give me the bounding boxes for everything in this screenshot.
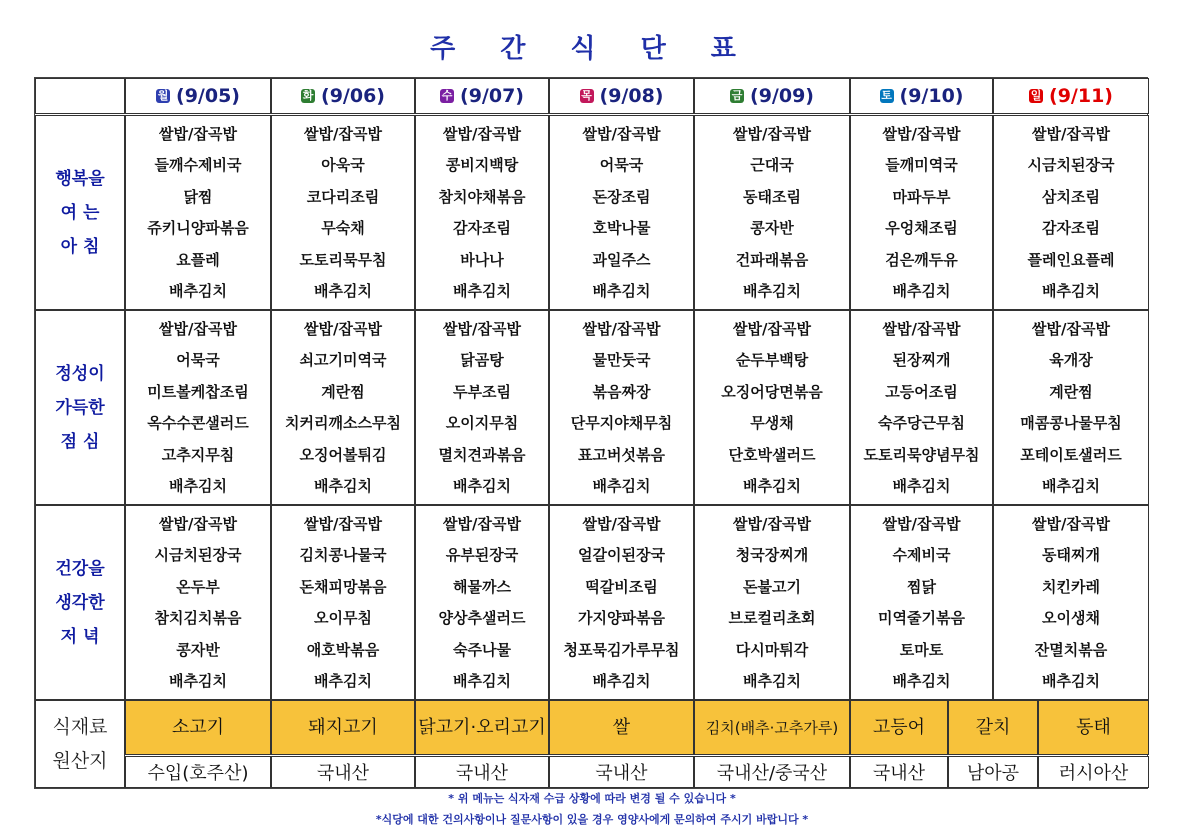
menu-item: 배추김치 xyxy=(314,672,372,691)
ingredient-cell: 김치(배추·고추가루) xyxy=(694,700,850,755)
meal-label-line: 가득한 xyxy=(55,397,105,418)
menu-item: 쌀밥/잡곡밥 xyxy=(1032,514,1110,533)
menu-item: 찜닭 xyxy=(907,577,936,596)
menu-item: 해물까스 xyxy=(453,577,511,596)
day-header xyxy=(415,78,549,114)
menu-item: 숙주당근무침 xyxy=(878,414,965,433)
menu-item: 쌀밥/잡곡밥 xyxy=(733,514,811,533)
wed-icon: 수 xyxy=(441,89,453,102)
menu-item: 쌀밥/잡곡밥 xyxy=(304,514,382,533)
menu-item: 시금치된장국 xyxy=(1027,156,1115,175)
menu-item: 닭곰탕 xyxy=(460,351,504,370)
menu-cell xyxy=(125,115,271,310)
meal-label xyxy=(35,310,125,505)
origin-label-line: 원산지 xyxy=(52,750,108,772)
menu-cell xyxy=(850,115,993,310)
origin-cell: 러시아산 xyxy=(1038,756,1149,788)
day-header xyxy=(694,78,850,114)
menu-item: 얼갈이된장국 xyxy=(578,546,665,565)
menu-item: 숙주나물 xyxy=(453,640,511,659)
menu-item: 쌀밥/잡곡밥 xyxy=(304,124,382,143)
menu-item: 잔멸치볶음 xyxy=(1034,640,1108,659)
menu-item: 떡갈비조림 xyxy=(585,577,658,596)
thu-icon: 목 xyxy=(581,89,592,102)
day-header xyxy=(125,78,271,114)
menu-item: 참치김치볶음 xyxy=(154,609,242,628)
ingredient-cell: 동태 xyxy=(1038,700,1149,755)
menu-cell xyxy=(850,310,993,505)
ingredient-cell: 쌀 xyxy=(549,700,694,755)
meal-label xyxy=(35,505,125,700)
menu-item: 순두부백탕 xyxy=(735,351,809,370)
meal-label-line: 행복을 xyxy=(55,168,105,189)
menu-item: 단무지야채무침 xyxy=(570,414,673,433)
menu-item: 쌀밥/잡곡밥 xyxy=(582,319,661,338)
origin-cell: 국내산 xyxy=(415,756,549,788)
menu-item: 미역줄기볶음 xyxy=(878,609,965,628)
menu-item: 배추김치 xyxy=(453,477,511,496)
menu-item: 단호박샐러드 xyxy=(728,445,816,464)
meal-label-line: 저 녁 xyxy=(60,626,100,647)
menu-cell xyxy=(271,115,415,310)
menu-item: 돈장조림 xyxy=(592,187,651,206)
menu-item: 쌀밥/잡곡밥 xyxy=(443,514,521,533)
day-header xyxy=(549,78,694,114)
menu-item: 미트볼케찹조림 xyxy=(147,382,249,401)
menu-item: 쥬키니양파볶음 xyxy=(147,219,249,238)
day-date: (9/11) xyxy=(1049,85,1113,107)
day-date: (9/07) xyxy=(460,85,524,107)
mon-icon: 월 xyxy=(157,89,169,102)
menu-item: 치커리깨소스무침 xyxy=(285,414,401,433)
table-corner xyxy=(35,78,125,114)
menu-item: 배추김치 xyxy=(1042,282,1100,301)
menu-item: 호박나물 xyxy=(592,219,651,238)
origin-cell: 남아공 xyxy=(948,756,1038,788)
meal-label-line: 건강을 xyxy=(55,558,105,579)
menu-item: 쌀밥/잡곡밥 xyxy=(733,319,811,338)
menu-item: 근대국 xyxy=(750,156,794,175)
menu-item: 어묵국 xyxy=(176,351,220,370)
meal-label-line: 여 는 xyxy=(60,202,100,223)
day-header xyxy=(850,78,993,114)
menu-cell xyxy=(850,505,993,700)
menu-item: 쌀밥/잡곡밥 xyxy=(882,124,961,143)
menu-cell xyxy=(415,505,549,700)
menu-cell xyxy=(694,310,850,505)
menu-cell xyxy=(271,505,415,700)
ingredient-cell: 고등어 xyxy=(850,700,948,755)
menu-cell xyxy=(549,505,694,700)
menu-item: 쌀밥/잡곡밥 xyxy=(159,319,237,338)
menu-cell xyxy=(549,115,694,310)
menu-item: 고추지무침 xyxy=(161,445,235,464)
menu-item: 배추김치 xyxy=(1042,672,1100,691)
menu-item: 배추김치 xyxy=(314,477,372,496)
menu-item: 청국장찌개 xyxy=(735,546,809,565)
day-date: (9/10) xyxy=(899,85,964,107)
ingredient-cell: 소고기 xyxy=(125,700,271,755)
menu-item: 두부조림 xyxy=(453,382,511,401)
menu-item: 감자조림 xyxy=(1042,219,1100,238)
notice-inquiry: *식당에 대한 건의사항이나 질문사항이 있을 경우 영양사에게 문의하여 주시기 바랍니다 * xyxy=(375,813,809,826)
menu-item: 바나나 xyxy=(460,250,504,269)
menu-item: 배추김치 xyxy=(892,282,951,301)
menu-item: 쌀밥/잡곡밥 xyxy=(443,319,521,338)
menu-item: 콩자반 xyxy=(750,219,794,238)
menu-item: 들깨수제비국 xyxy=(154,156,242,175)
menu-item: 배추김치 xyxy=(169,282,227,301)
menu-item: 오징어볼튀김 xyxy=(299,445,387,464)
menu-item: 다시마튀각 xyxy=(735,640,809,659)
day-date: (9/08) xyxy=(599,85,664,107)
menu-item: 배추김치 xyxy=(314,282,372,301)
day-header xyxy=(271,78,415,114)
menu-item: 포테이토샐러드 xyxy=(1020,445,1122,464)
menu-item: 청포묵김가루무침 xyxy=(563,640,680,659)
menu-item: 쌀밥/잡곡밥 xyxy=(1032,319,1110,338)
menu-item: 쌀밥/잡곡밥 xyxy=(1032,124,1110,143)
origin-cell: 국내산 xyxy=(850,756,948,788)
menu-item: 우엉채조림 xyxy=(885,219,958,238)
menu-cell xyxy=(993,505,1149,700)
meal-label-line: 생각한 xyxy=(55,592,105,613)
menu-item: 가지양파볶음 xyxy=(578,609,665,628)
menu-item: 건파래볶음 xyxy=(735,250,809,269)
ingredient-cell: 닭고기·오리고기 xyxy=(415,700,549,755)
menu-item: 마파두부 xyxy=(892,187,951,206)
sat-icon: 토 xyxy=(881,89,892,102)
day-date: (9/05) xyxy=(176,85,240,107)
menu-item: 쌀밥/잡곡밥 xyxy=(582,514,661,533)
fri-icon: 금 xyxy=(731,89,743,102)
menu-item: 닭찜 xyxy=(183,187,213,206)
menu-item: 브로컬리초회 xyxy=(728,609,816,628)
menu-item: 오이지무침 xyxy=(445,414,519,433)
menu-item: 콩비지백탕 xyxy=(445,156,519,175)
menu-item: 돈불고기 xyxy=(743,577,801,596)
menu-cell xyxy=(993,115,1149,310)
menu-item: 플레인요플레 xyxy=(1027,250,1115,269)
menu-cell xyxy=(271,310,415,505)
menu-item: 유부된장국 xyxy=(445,546,519,565)
menu-item: 아욱국 xyxy=(321,156,365,175)
menu-item: 온두부 xyxy=(176,577,220,596)
menu-item: 김치콩나물국 xyxy=(299,546,387,565)
menu-item: 콩자반 xyxy=(176,640,220,659)
origin-cell: 수입(호주산) xyxy=(125,756,271,788)
meal-label-line: 아 침 xyxy=(60,236,100,257)
menu-item: 감자조림 xyxy=(453,219,511,238)
menu-item: 동태찌개 xyxy=(1042,546,1100,565)
day-date: (9/09) xyxy=(750,85,814,107)
menu-item: 배추김치 xyxy=(169,477,227,496)
menu-item: 쇠고기미역국 xyxy=(299,351,387,370)
menu-item: 배추김치 xyxy=(743,477,801,496)
menu-item: 무생채 xyxy=(750,414,794,433)
notice-menu-change: * 위 메뉴는 식자재 수급 상황에 따라 변경 될 수 있습니다 * xyxy=(448,792,736,805)
menu-item: 코다리조림 xyxy=(306,187,380,206)
origin-label xyxy=(35,700,125,788)
menu-item: 시금치된장국 xyxy=(154,546,242,565)
menu-item: 쌀밥/잡곡밥 xyxy=(882,514,961,533)
menu-item: 요플레 xyxy=(176,250,220,269)
menu-item: 치킨카레 xyxy=(1042,577,1100,596)
menu-item: 오징어당면볶음 xyxy=(721,382,823,401)
menu-item: 수제비국 xyxy=(892,546,951,565)
menu-item: 동태조림 xyxy=(743,187,801,206)
ingredient-cell: 돼지고기 xyxy=(271,700,415,755)
menu-item: 쌀밥/잡곡밥 xyxy=(304,319,382,338)
meal-label-line: 점 심 xyxy=(60,431,100,452)
menu-item: 들깨미역국 xyxy=(885,156,958,175)
menu-item: 애호박볶음 xyxy=(306,640,380,659)
menu-item: 볶음짜장 xyxy=(592,382,651,401)
menu-item: 매콤콩나물무침 xyxy=(1020,414,1122,433)
sun-icon: 일 xyxy=(1030,89,1042,102)
origin-cell: 국내산/중국산 xyxy=(694,756,850,788)
menu-item: 계란찜 xyxy=(1049,382,1093,401)
menu-item: 삼치조림 xyxy=(1042,187,1100,206)
origin-cell: 국내산 xyxy=(549,756,694,788)
menu-cell xyxy=(415,115,549,310)
menu-item: 과일주스 xyxy=(592,250,651,269)
menu-item: 도토리묵양념무침 xyxy=(863,445,980,464)
origin-cell: 국내산 xyxy=(271,756,415,788)
meal-label-line: 정성이 xyxy=(55,363,105,384)
menu-item: 참치야채볶음 xyxy=(438,187,526,206)
menu-item: 배추김치 xyxy=(592,477,651,496)
menu-item: 계란찜 xyxy=(321,382,365,401)
menu-item: 배추김치 xyxy=(453,672,511,691)
menu-item: 무숙채 xyxy=(321,219,365,238)
menu-cell xyxy=(125,310,271,505)
menu-item: 배추김치 xyxy=(169,672,227,691)
menu-item: 쌀밥/잡곡밥 xyxy=(159,124,237,143)
menu-item: 토마토 xyxy=(899,640,944,659)
weekly-menu-table xyxy=(34,77,1148,789)
menu-item: 어묵국 xyxy=(599,156,644,175)
menu-cell xyxy=(694,115,850,310)
menu-item: 배추김치 xyxy=(453,282,511,301)
menu-item: 배추김치 xyxy=(892,477,951,496)
menu-item: 쌀밥/잡곡밥 xyxy=(582,124,661,143)
menu-item: 멸치견과볶음 xyxy=(438,445,526,464)
menu-item: 옥수수콘샐러드 xyxy=(147,414,249,433)
menu-cell xyxy=(415,310,549,505)
menu-item: 배추김치 xyxy=(743,282,801,301)
menu-item: 오이생채 xyxy=(1042,609,1100,628)
ingredient-cell: 갈치 xyxy=(948,700,1038,755)
menu-item: 쌀밥/잡곡밥 xyxy=(733,124,811,143)
menu-item: 배추김치 xyxy=(592,282,651,301)
menu-item: 쌀밥/잡곡밥 xyxy=(882,319,961,338)
menu-item: 배추김치 xyxy=(592,672,651,691)
menu-item: 검은깨두유 xyxy=(885,250,958,269)
menu-item: 표고버섯볶음 xyxy=(578,445,665,464)
menu-item: 배추김치 xyxy=(743,672,801,691)
day-date: (9/06) xyxy=(321,85,385,107)
tue-icon: 화 xyxy=(302,89,314,102)
menu-item: 쌀밥/잡곡밥 xyxy=(159,514,237,533)
menu-cell xyxy=(993,310,1149,505)
menu-item: 된장찌개 xyxy=(892,351,951,370)
day-header xyxy=(993,78,1149,114)
menu-item: 양상추샐러드 xyxy=(438,609,526,628)
menu-cell xyxy=(125,505,271,700)
origin-label-line: 식재료 xyxy=(52,716,108,738)
menu-item: 물만둣국 xyxy=(592,351,651,370)
meal-label xyxy=(35,115,125,310)
menu-item: 쌀밥/잡곡밥 xyxy=(443,124,521,143)
menu-cell xyxy=(694,505,850,700)
menu-item: 육개장 xyxy=(1049,351,1093,370)
menu-item: 배추김치 xyxy=(1042,477,1100,496)
menu-item: 돈채피망볶음 xyxy=(299,577,387,596)
menu-item: 오이무침 xyxy=(314,609,372,628)
menu-cell xyxy=(549,310,694,505)
menu-item: 도토리묵무침 xyxy=(299,250,387,269)
page-title: 주 간 식 단 표 xyxy=(430,34,754,64)
menu-item: 배추김치 xyxy=(892,672,951,691)
menu-item: 고등어조림 xyxy=(885,382,958,401)
